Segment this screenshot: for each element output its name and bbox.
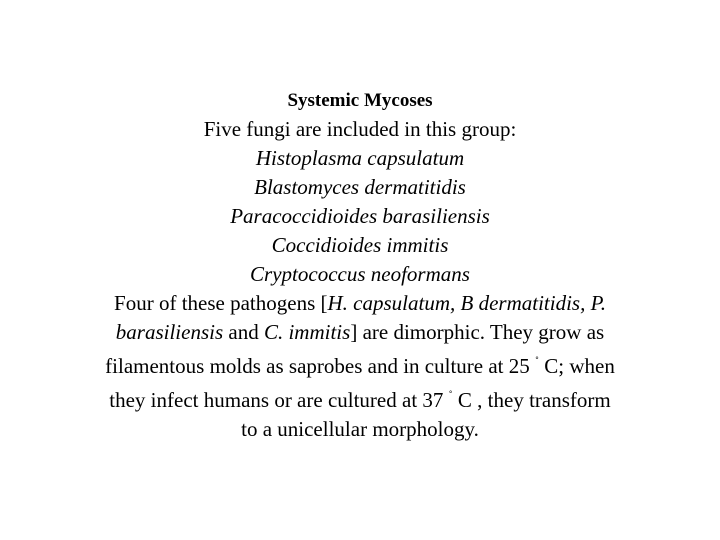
species-item: Blastomyces dermatitidis bbox=[254, 175, 466, 199]
species-item: Cryptococcus neoformans bbox=[250, 262, 470, 286]
species-item: Coccidioides immitis bbox=[271, 233, 449, 257]
species-item: Histoplasma capsulatum bbox=[255, 146, 465, 170]
paragraph-line-3 bbox=[30, 347, 690, 381]
paragraph-text: ] are dimorphic. They grow as bbox=[350, 320, 605, 344]
species-item: Paracoccidioides barasiliensis bbox=[230, 204, 490, 228]
paragraph-text: C; when bbox=[539, 354, 615, 378]
paragraph-italic-text: barasiliensis bbox=[115, 320, 224, 344]
paragraph-text: filamentous molds as saprobes and in culture at 25 bbox=[105, 354, 535, 378]
intro-line: Five fungi are included in this group: bbox=[203, 117, 517, 141]
paragraph-text: C , they transform bbox=[452, 388, 611, 412]
paragraph-line-4 bbox=[30, 381, 690, 415]
paragraph-italic-text: H. capsulatum, B dermatitidis, P. bbox=[327, 291, 606, 315]
degree-symbol: ˚ bbox=[448, 388, 453, 402]
paragraph-text: they infect humans or are cultured at 37 bbox=[109, 388, 449, 412]
paragraph-text: Four of these pathogens [ bbox=[114, 291, 328, 315]
paragraph-line-5: to a unicellular morphology. bbox=[241, 417, 479, 441]
degree-symbol: ˚ bbox=[535, 354, 539, 368]
slide-content bbox=[30, 86, 690, 444]
slide-title: Systemic Mycoses bbox=[287, 90, 433, 111]
paragraph-italic-text: C. immitis bbox=[263, 320, 351, 344]
paragraph-line-1 bbox=[30, 289, 690, 318]
paragraph-text: and bbox=[223, 320, 264, 344]
paragraph-line-2 bbox=[30, 318, 690, 347]
